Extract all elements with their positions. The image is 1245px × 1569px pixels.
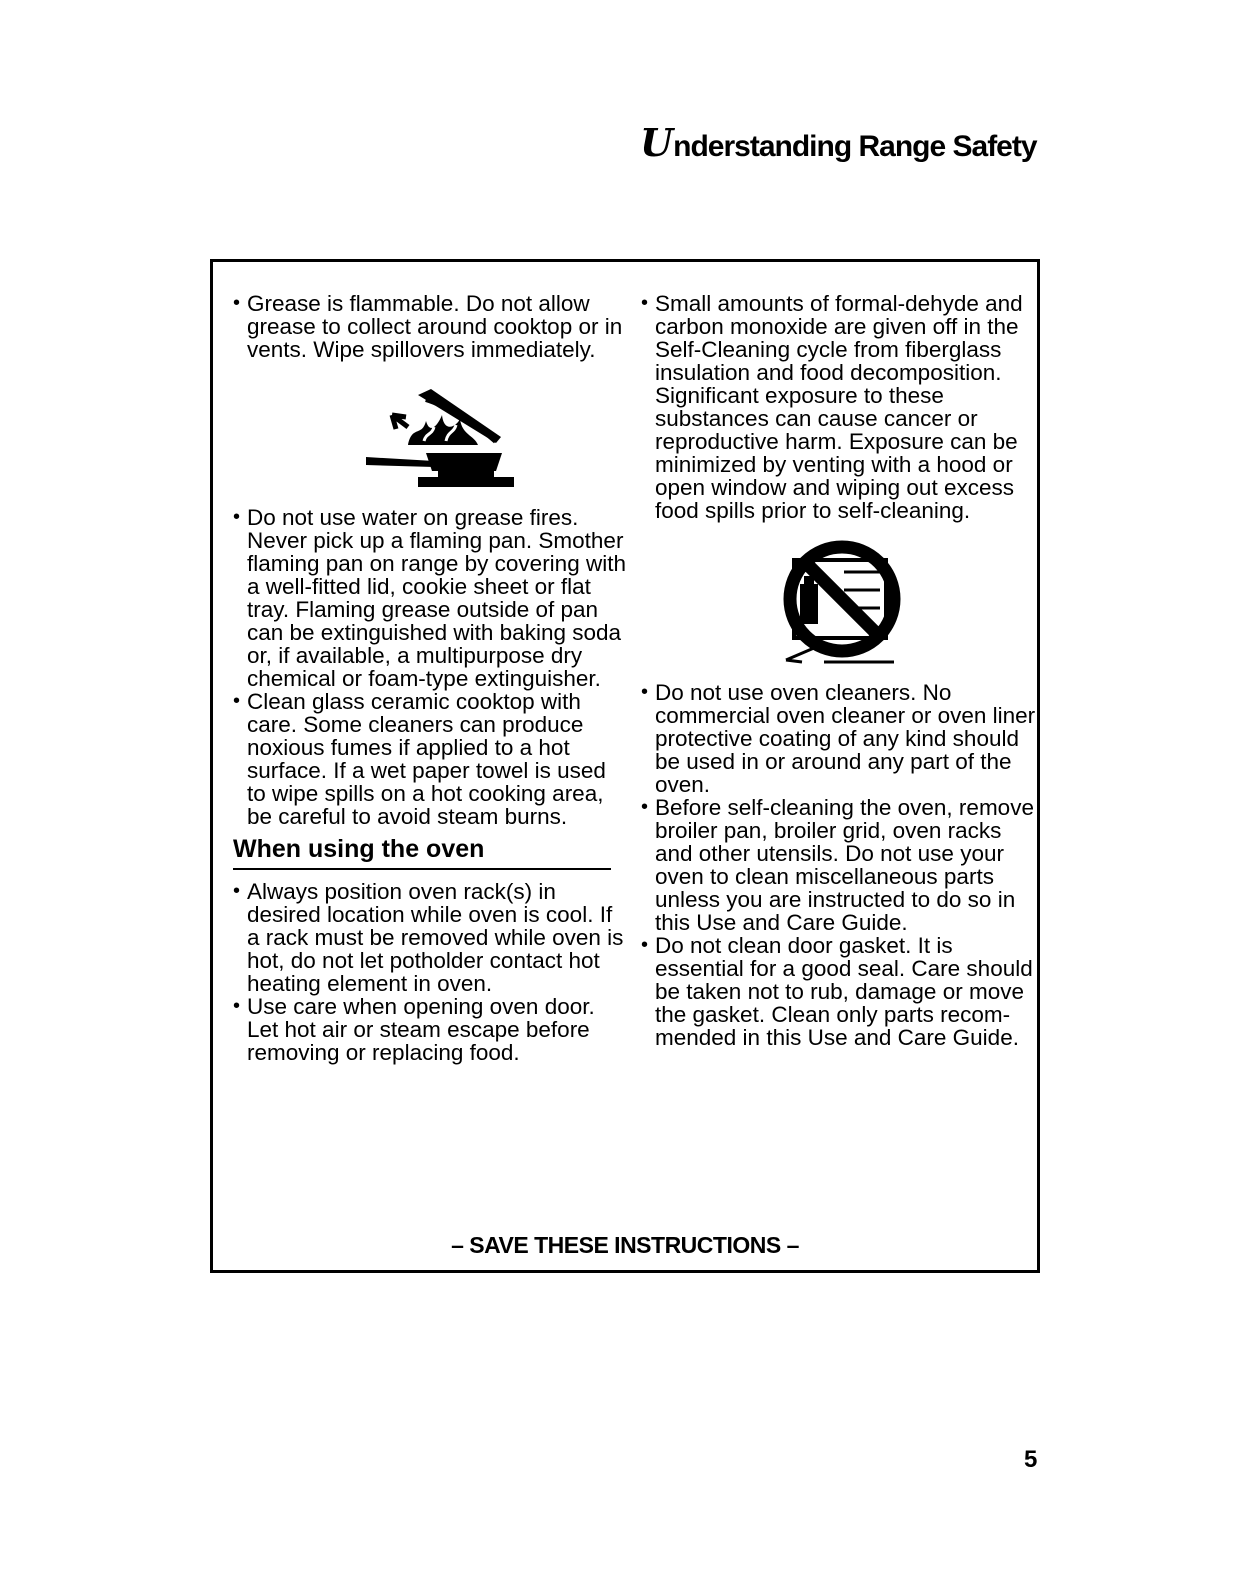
flaming-pan-with-lid-icon bbox=[326, 375, 536, 500]
header-initial-letter: U bbox=[640, 120, 674, 165]
list-item-grease: • Grease is flammable. Do not allow grease to collect around cooktop or in vents. Wipe spillovers immediately. bbox=[233, 292, 628, 361]
list-item-rack: • Always position oven rack(s) in desired location while oven is cool. If a rack must be removed while oven is hot, do not let potholder contact hot heating element in oven. bbox=[233, 880, 628, 995]
list-item-glass: • Clean glass ceramic cooktop with care. Some cleaners can produce noxious fumes if applied to a hot surface. If a wet paper towel is used to wipe spills on a hot cooking area, be careful to avoid steam burns. bbox=[233, 690, 628, 828]
page-header bbox=[640, 120, 1060, 170]
list-item-formaldehyde: • Small amounts of formal-dehyde and carbon monoxide are given off in the Self-Cleaning cycle from fiberglass insulation and food decomposition. Significant exposure to these substances can cause cancer or reproductive harm. Exposure can be minimized by venting with a hood or open window and wiping out excess food spills prior to self-cleaning. bbox=[641, 292, 1036, 522]
safety-box bbox=[210, 259, 1040, 1273]
list-item-water: • Do not use water on grease fires. Never pick up a flaming pan. Smother flaming pan on range by covering with a well-fitted lid, cookie sheet or flat tray. Flaming grease outside of pan can be extinguished with baking soda or, if available, a multipurpose dry chemical or foam-type extinguisher. bbox=[233, 506, 628, 690]
list-item-gasket: • Do not clean door gasket. It is essential for a good seal. Care should be taken not to rub, damage or move the gasket. Clean only parts recom-mended in this Use and Care Guide. bbox=[641, 934, 1036, 1049]
section-heading-oven: When using the oven bbox=[233, 834, 611, 870]
save-instructions-note: – SAVE THESE INSTRUCTIONS – bbox=[451, 1232, 799, 1258]
list-item-remove: • Before self-cleaning the oven, remove broiler pan, broiler grid, oven racks and other utensils. Do not use your oven to clean miscellaneous parts unless you are instructed to do so in this Use and Care Guide. bbox=[641, 796, 1036, 934]
page-number: 5 bbox=[1024, 1446, 1038, 1473]
list-item-door: • Use care when opening oven door. Let hot air or steam escape before removing or replacing food. bbox=[233, 995, 628, 1064]
list-item-cleaners: • Do not use oven cleaners. No commercial oven cleaner or oven liner protective coating of any kind should be used in or around any part of the oven. bbox=[641, 681, 1036, 796]
left-column bbox=[233, 292, 628, 1064]
page-title: nderstanding Range Safety bbox=[673, 130, 1037, 163]
no-oven-cleaner-icon bbox=[754, 532, 924, 677]
right-column bbox=[641, 292, 1036, 1049]
